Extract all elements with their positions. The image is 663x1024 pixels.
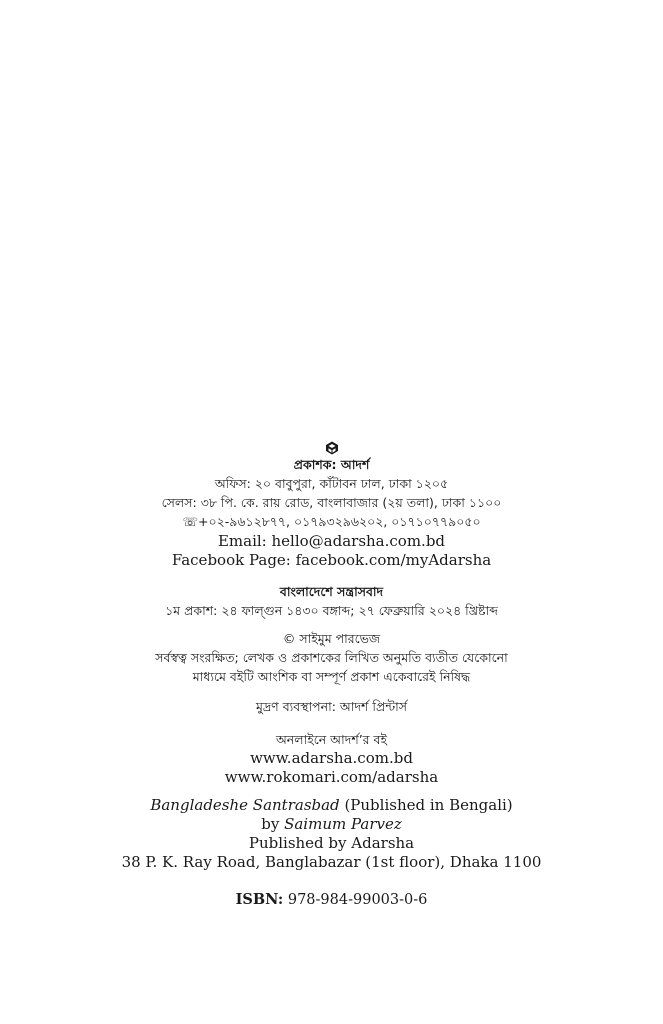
office-address: অফিস: ২০ বাবুপুরা, কাঁটাবন ঢাল, ঢাকা ১২০৫ (214, 476, 449, 491)
publisher-heading: প্রকাশক: আদর্শ (293, 457, 370, 472)
online-url-rokomari: www.rokomari.com/adarsha (224, 768, 439, 786)
isbn-value: 978-984-99003-0-6 (287, 892, 428, 908)
online-block (0, 730, 663, 787)
english-address: 38 P. K. Ray Road, Banglabazar (1st floor), Dhaka 1100 (121, 853, 542, 871)
english-title-suffix: (Published in Bengali) (344, 796, 513, 814)
english-title-line (0, 796, 663, 815)
isbn-label: ISBN: (235, 891, 284, 908)
online-heading: অনলাইনে আদর্শ’র বই (275, 732, 387, 747)
book-info-block (0, 582, 663, 620)
book-title-bengali: বাংলাদেশে সন্ত্রাসবাদ (279, 584, 384, 599)
publisher-facebook: Facebook Page: facebook.com/myAdarsha (171, 551, 492, 569)
english-author-line (0, 815, 663, 834)
publisher-email: Email: hello@adarsha.com.bd (217, 532, 446, 550)
isbn-line (0, 890, 663, 910)
rights-notice-line-1: সর্বস্বত্ব সংরক্ষিত; লেখক ও প্রকাশকের লিখিত অনুমতি ব্যতীত যেকোনো (155, 650, 508, 665)
first-edition-date: ১ম প্রকাশ: ২৪ ফাল্গুন ১৪৩০ বঙ্গাব্দ; ২৭ ফেব্রুয়ারি ২০২৪ খ্রিষ্টাব্দ (165, 603, 498, 618)
printing-management: মুদ্রণ ব্যবস্থাপনা: আদর্শ প্রিন্টার্স (255, 699, 408, 714)
rights-notice-line-2: মাধ্যমে বইটি আংশিক বা সম্পূর্ণ প্রকাশ একেবারেই নিষিদ্ধ (192, 669, 471, 684)
english-block (0, 796, 663, 872)
isbn-block (0, 890, 663, 910)
english-publisher: Published by Adarsha (248, 834, 415, 852)
english-author: Saimum Parvez (284, 815, 402, 833)
rights-block (0, 629, 663, 686)
online-url-adarsha: www.adarsha.com.bd (250, 749, 413, 767)
english-by: by (261, 815, 280, 833)
publisher-logo-icon (325, 441, 339, 455)
copyright-holder: © সাইমুম পারভেজ (282, 631, 381, 646)
sales-address: সেলস: ৩৮ পি. কে. রায় রোড, বাংলাবাজার (২য় তলা), ঢাকা ১১০০ (161, 495, 502, 510)
printing-block (0, 697, 663, 716)
publisher-block (0, 441, 663, 570)
phone-numbers: ☏+০২-৯৬১২৮৭৭, ০১৭৯৩২৯৬২০২, ০১৭১০৭৭৯০৫০ (182, 514, 481, 529)
english-title: Bangladeshe Santrasbad (150, 796, 340, 814)
